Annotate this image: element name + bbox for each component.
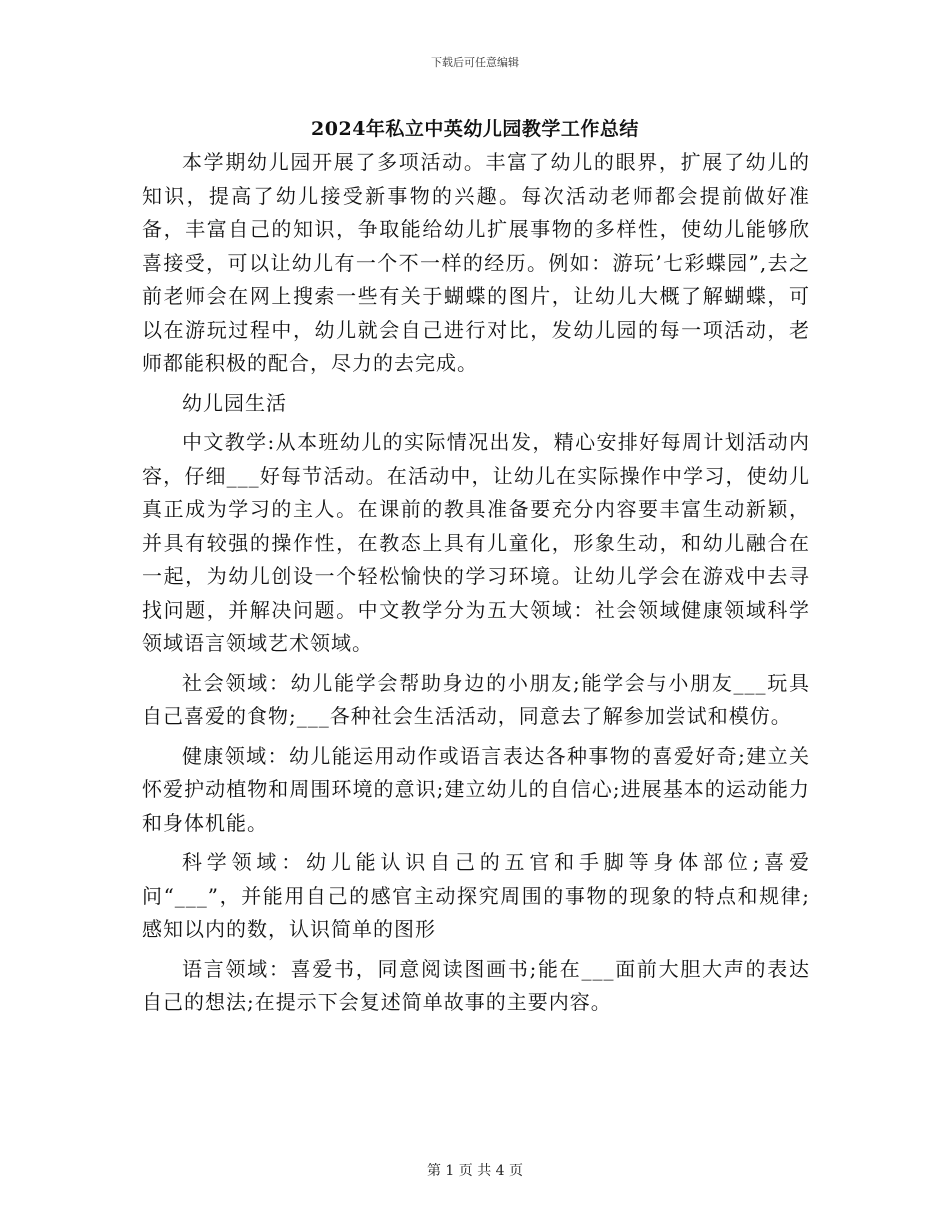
paragraph-language-domain: 语言领域：喜爱书，同意阅读图画书;能在___面前大胆大声的表达自己的想法;在提示下会复述简单故事的主要内容。	[142, 956, 810, 1014]
paragraph-science-domain: 科学领域：幼儿能认识自己的五官和手脚等身体部位;喜爱问“___”，并能用自己的感官主动探究周围的事物的现象的特点和规律;感知以内的数，认识简单的图形	[142, 850, 810, 941]
document-body	[142, 146, 810, 1020]
document-title: 2024年私立中英幼儿园教学工作总结	[311, 118, 639, 140]
header-note: 下载后可任意编辑	[431, 56, 519, 69]
paragraph-health-domain: 健康领域：幼儿能运用动作或语言表达各种事物的喜爱好奇;建立关怀爱护动植物和周围环境的意识;建立幼儿的自信心;进展基本的运动能力和身体机能。	[142, 743, 810, 835]
page-number-footer: 第 1 页 共 4 页	[426, 1163, 524, 1179]
paragraph-section-heading: 幼儿园生活	[182, 390, 287, 415]
paragraph-chinese-teaching: 中文教学:从本班幼儿的实际情况出发，精心安排好每周计划活动内容，仔细___好每节活动。在活动中，让幼儿在实际操作中学习，使幼儿真正成为学习的主人。在课前的教具准备要充分内容要丰富生动新颖，并具有较强的操作性，在教态上具有儿童化，形象生动，和幼儿融合在一起，为幼儿创设一个轻松愉快的学习环境。让幼儿学会在游戏中去寻找问题，并解决问题。中文教学分为五大领域：社会领域健康领域科学领域语言领域艺术领域。	[142, 430, 810, 655]
paragraph-intro: 本学期幼儿园开展了多项活动。丰富了幼儿的眼界，扩展了幼儿的知识，提高了幼儿接受新事物的兴趣。每次活动老师都会提前做好准备，丰富自己的知识，争取能给幼儿扩展事物的多样性，使幼儿能够欣喜接受，可以让幼儿有一个不一样的经历。例如：游玩’七彩蝶园”,去之前老师会在网上搜索一些有关于蝴蝶的图片，让幼儿大概了解蝴蝶，可以在游玩过程中，幼儿就会自己进行对比，发幼儿园的每一项活动，老师都能积极的配合，尽力的去完成。	[142, 150, 810, 375]
paragraph-social-domain: 社会领域：幼儿能学会帮助身边的小朋友;能学会与小朋友___玩具自己喜爱的食物;___各种社会生活活动，同意去了解参加尝试和模仿。	[142, 670, 810, 728]
